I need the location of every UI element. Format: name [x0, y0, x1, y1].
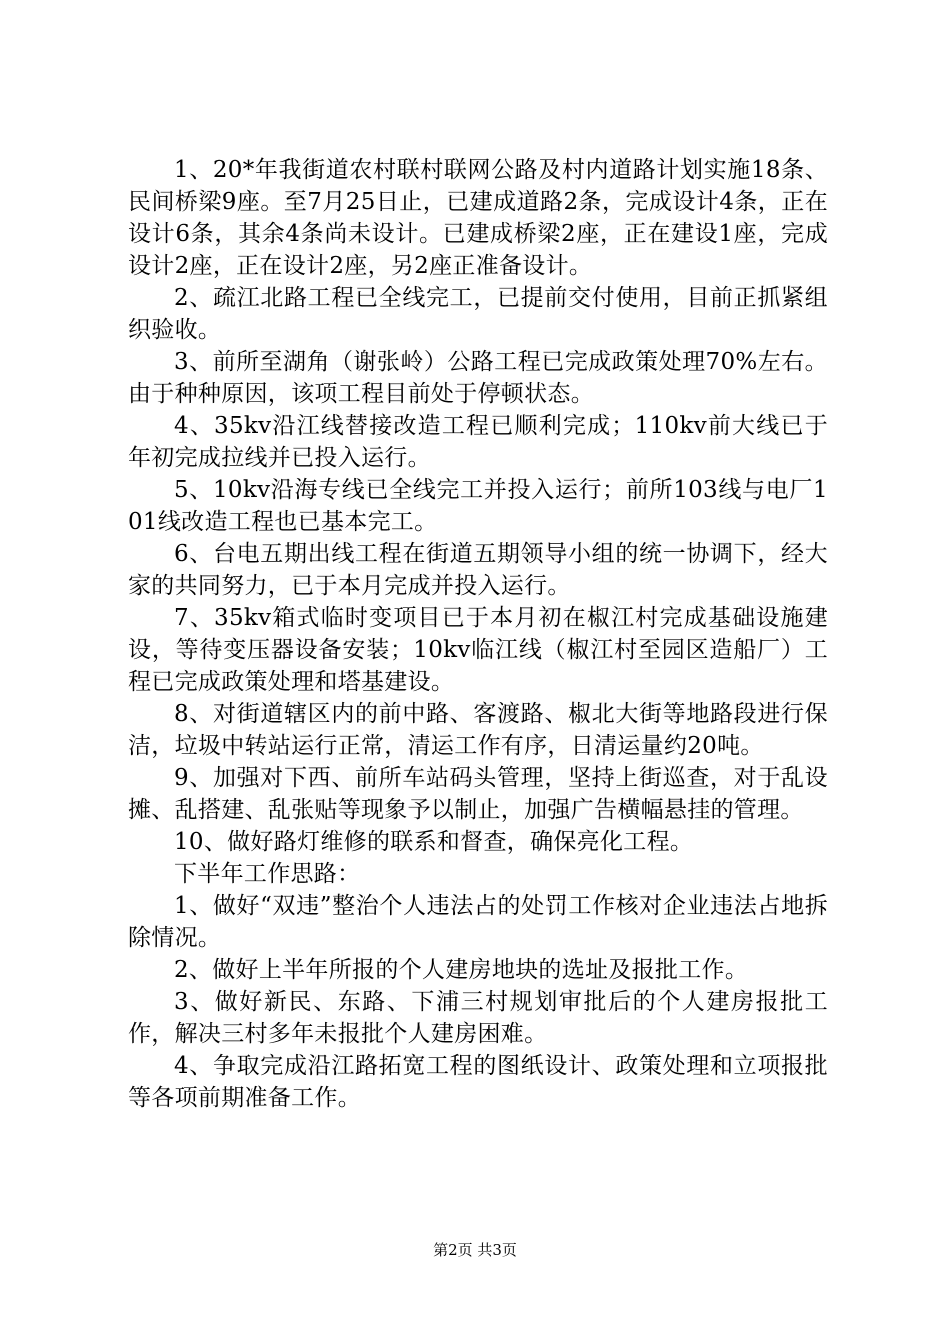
- paragraph-6: 6、台电五期出线工程在街道五期领导小组的统一协调下，经大家的共同努力，已于本月完成并投入运行。: [128, 541, 828, 599]
- document-body: [128, 154, 828, 1114]
- paragraph-2: 2、疏江北路工程已全线完工，已提前交付使用，目前正抓紧组织验收。: [128, 285, 828, 343]
- page-footer: 第2页 共3页: [433, 1241, 517, 1259]
- paragraph-5: 5、10kv沿海专线已全线完工并投入运行；前所103线与电厂101线改造工程也已基本完工。: [128, 477, 828, 535]
- paragraph-4: 4、35kv沿江线替接改造工程已顺利完成；110kv前大线已于年初完成拉线并已投入运行。: [128, 413, 828, 471]
- plan-item-2: 2、做好上半年所报的个人建房地块的选址及报批工作。: [174, 957, 749, 983]
- paragraph-10: 10、做好路灯维修的联系和督查，确保亮化工程。: [174, 829, 694, 855]
- paragraph-3: 3、前所至湖角（谢张岭）公路工程已完成政策处理70%左右。由于种种原因，该项工程目前处于停顿状态。: [128, 349, 828, 407]
- paragraph-9: 9、加强对下西、前所车站码头管理，坚持上街巡查，对于乱设摊、乱搭建、乱张贴等现象予以制止，加强广告横幅悬挂的管理。: [128, 765, 828, 823]
- paragraph-7: 7、35kv箱式临时变项目已于本月初在椒江村完成基础设施建设，等待变压器设备安装；10kv临江线（椒江村至园区造船厂）工程已完成政策处理和塔基建设。: [128, 605, 828, 695]
- paragraph-1: 1、20*年我街道农村联村联网公路及村内道路计划实施18条、民间桥梁9座。至7月25日止，已建成道路2条，完成设计4条，正在设计6条，其余4条尚未设计。已建成桥梁2座，正在建设1座，完成设计2座，正在设计2座，另2座正准备设计。: [128, 157, 828, 279]
- plan-item-4: 4、争取完成沿江路拓宽工程的图纸设计、政策处理和立项报批等各项前期准备工作。: [128, 1053, 828, 1111]
- paragraph-8: 8、对街道辖区内的前中路、客渡路、椒北大街等地路段进行保洁，垃圾中转站运行正常，清运工作有序，日清运量约20吨。: [128, 701, 828, 759]
- plan-item-3: 3、做好新民、东路、下浦三村规划审批后的个人建房报批工作，解决三村多年未报批个人建房困难。: [128, 989, 828, 1047]
- plan-item-1: 1、做好“双违”整治个人违法占的处罚工作核对企业违法占地拆除情况。: [128, 893, 828, 951]
- section-heading: 下半年工作思路：: [174, 861, 361, 887]
